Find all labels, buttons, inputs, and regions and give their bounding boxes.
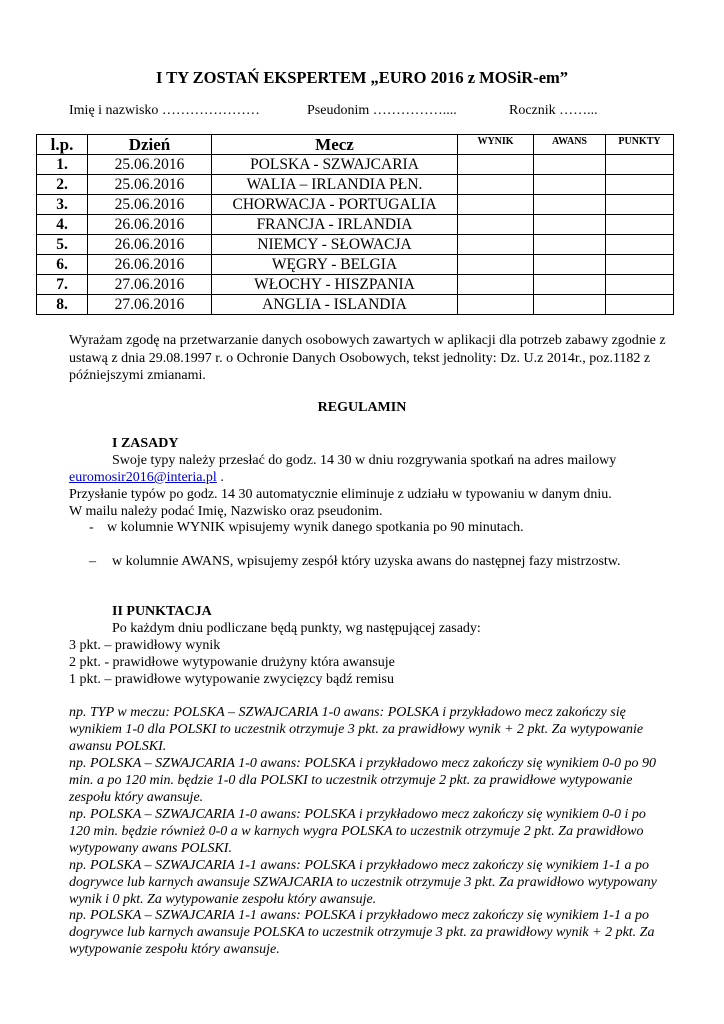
row-match: WŁOCHY - HISZPANIA [212, 275, 458, 295]
row-match: POLSKA - SZWAJCARIA [212, 155, 458, 175]
zasady-heading: I ZASADY [112, 436, 179, 451]
points-1: 1 pkt. – prawidłowe wytypowanie zwycięzcy bądź remisu [69, 672, 395, 687]
points-2: 2 pkt. - prawidłowe wytypowanie drużyny która awansuje [69, 655, 395, 670]
table-header-row [37, 135, 674, 155]
matches-table [36, 134, 674, 315]
points-cell[interactable] [606, 255, 674, 275]
punktacja-heading: II PUNKTACJA [112, 604, 212, 619]
header-match: Mecz [212, 135, 458, 155]
table-row [37, 155, 674, 175]
row-day: 27.06.2016 [88, 275, 212, 295]
points-3: 3 pkt. – prawidłowy wynik [69, 638, 221, 653]
example-5: np. POLSKA – SZWAJCARIA 1-1 awans: POLSKA i przykładowo mecz zakończy się wynikiem 1-1 a po dogrywce lub karnych awansuje POLSKA to uczestnik otrzymuje 3 pkt. za prawidłowy wynik + 2 pkt. Za wytypowanie zespołu który awansuje. [69, 908, 655, 957]
result-cell[interactable] [458, 195, 534, 215]
row-lp: 1. [37, 155, 88, 175]
header-lp: l.p. [37, 135, 88, 155]
row-day: 26.06.2016 [88, 235, 212, 255]
bullet1-text: w kolumnie WYNIK wpisujemy wynik danego spotkania po 90 minutach. [107, 520, 524, 535]
row-lp: 4. [37, 215, 88, 235]
header-day: Dzień [88, 135, 212, 155]
email-after: . [216, 470, 224, 485]
row-match: CHORWACJA - PORTUGALIA [212, 195, 458, 215]
result-cell[interactable] [458, 255, 534, 275]
result-cell[interactable] [458, 175, 534, 195]
points-cell[interactable] [606, 175, 674, 195]
name-field: Imię i nazwisko ………………… [69, 103, 260, 118]
row-day: 26.06.2016 [88, 255, 212, 275]
table-row [37, 175, 674, 195]
bullet1-mark: - [89, 520, 94, 535]
result-cell[interactable] [458, 295, 534, 315]
advance-cell[interactable] [534, 195, 606, 215]
consent-text: Wyrażam zgodę na przetwarzanie danych osobowych zawartych w aplikacji dla potrzeb zabawy zgodnie z ustawą z dnia 29.08.1997 r. o Ochronie Danych Osobowych, tekst jednolity: Dz. U.z 2014r., poz.1182 z późniejszymi zmianami. [69, 333, 666, 383]
row-lp: 2. [37, 175, 88, 195]
row-lp: 3. [37, 195, 88, 215]
header-points: PUNKTY [606, 135, 674, 155]
result-cell[interactable] [458, 275, 534, 295]
advance-cell[interactable] [534, 275, 606, 295]
table-row [37, 235, 674, 255]
table-row [37, 275, 674, 295]
row-day: 25.06.2016 [88, 175, 212, 195]
example-1: np. TYP w meczu: POLSKA – SZWAJCARIA 1-0 awans: POLSKA i przykładowo mecz zakończy się wynikiem 1-0 dla POLSKI to uczestnik otrzymuje 3 pkt. za prawidłowy wynik + 2 pkt. Za wytypowanie awansu POLSKI. [69, 705, 644, 754]
example-2: np. POLSKA – SZWAJCARIA 1-0 awans: POLSKA i przykładowo mecz zakończy się wynikiem 0-0 po 90 min. a po 120 min. będzie 1-0 dla POLSKI to uczestnik otrzymuje 2 pkt. za prawidłowe wytypowanie zespołu który awansuje. [69, 756, 656, 805]
row-lp: 7. [37, 275, 88, 295]
bullet2-text: w kolumnie AWANS, wpisujemy zespół który uzyska awans do następnej fazy mistrzostw. [112, 554, 621, 569]
example-3: np. POLSKA – SZWAJCARIA 1-0 awans: POLSKA i przykładowo mecz zakończy się wynikiem 0-0 i po 120 min. będzie również 0-0 a w karnych wygra POLSKA to uczestnik otrzymuje 2 pkt. Za prawidłowo wytypowany awans POLSKI. [69, 807, 646, 856]
points-cell[interactable] [606, 295, 674, 315]
row-match: WALIA – IRLANDIA PŁN. [212, 175, 458, 195]
advance-cell[interactable] [534, 255, 606, 275]
advance-cell[interactable] [534, 175, 606, 195]
table-row [37, 295, 674, 315]
bullet2-mark: – [89, 554, 96, 569]
row-day: 26.06.2016 [88, 215, 212, 235]
header-advance: AWANS [534, 135, 606, 155]
zasady-line3: W mailu należy podać Imię, Nazwisko oraz pseudonim. [69, 504, 383, 519]
row-lp: 6. [37, 255, 88, 275]
email-line [69, 469, 224, 486]
result-cell[interactable] [458, 215, 534, 235]
row-match: ANGLIA - ISLANDIA [212, 295, 458, 315]
row-day: 25.06.2016 [88, 195, 212, 215]
row-match: WĘGRY - BELGIA [212, 255, 458, 275]
advance-cell[interactable] [534, 295, 606, 315]
header-result: WYNIK [458, 135, 534, 155]
table-row [37, 255, 674, 275]
points-cell[interactable] [606, 155, 674, 175]
result-cell[interactable] [458, 155, 534, 175]
zasady-line1: Swoje typy należy przesłać do godz. 14 30 w dniu rozgrywania spotkań na adres mailowy [112, 453, 617, 468]
row-match: NIEMCY - SŁOWACJA [212, 235, 458, 255]
zasady-line2: Przysłanie typów po godz. 14 30 automatycznie eliminuje z udziału w typowaniu w danym dniu. [69, 487, 612, 502]
points-cell[interactable] [606, 215, 674, 235]
table-row [37, 195, 674, 215]
advance-cell[interactable] [534, 235, 606, 255]
page-title: I TY ZOSTAŃ EKSPERTEM „EURO 2016 z MOSiR-em” [155, 68, 569, 87]
advance-cell[interactable] [534, 215, 606, 235]
row-day: 27.06.2016 [88, 295, 212, 315]
points-cell[interactable] [606, 195, 674, 215]
example-4: np. POLSKA – SZWAJCARIA 1-1 awans: POLSKA i przykładowo mecz zakończy się wynikiem 1-1 a po dogrywce lub karnych awansuje SZWAJCARIA to uczestnik otrzymuje 3 pkt. Za prawidłowo wytypowany wynik i 0 pkt. Za wytypowanie zespołu który awansuje. [69, 858, 657, 907]
row-day: 25.06.2016 [88, 155, 212, 175]
row-match: FRANCJA - IRLANDIA [212, 215, 458, 235]
punktacja-intro: Po każdym dniu podliczane będą punkty, wg następującej zasady: [112, 621, 481, 636]
points-cell[interactable] [606, 235, 674, 255]
row-lp: 5. [37, 235, 88, 255]
year-field: Rocznik ……... [509, 103, 598, 118]
regulamin-heading: REGULAMIN [317, 400, 407, 415]
result-cell[interactable] [458, 235, 534, 255]
advance-cell[interactable] [534, 155, 606, 175]
row-lp: 8. [37, 295, 88, 315]
table-row [37, 215, 674, 235]
nickname-field: Pseudonim …………….... [307, 103, 457, 118]
email-link[interactable]: euromosir2016@interia.pl [69, 470, 217, 485]
points-cell[interactable] [606, 275, 674, 295]
